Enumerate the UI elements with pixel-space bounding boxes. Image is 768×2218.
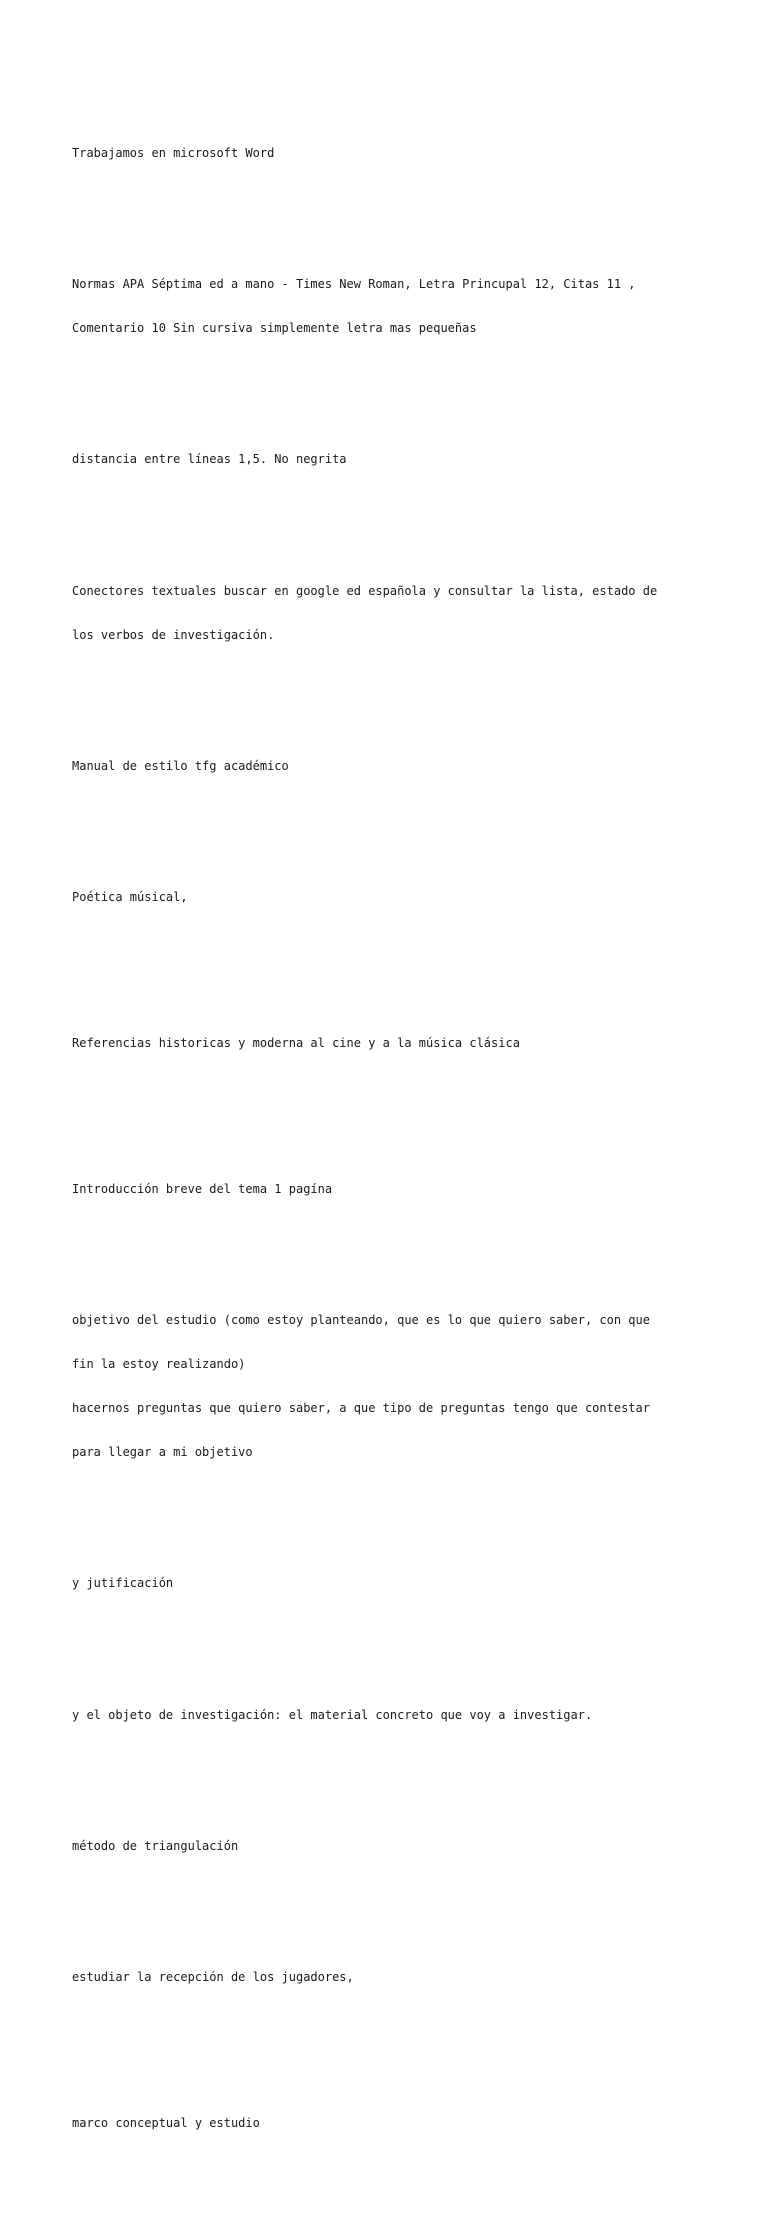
text-line: los verbos de investigación. — [72, 627, 275, 642]
text-line: Trabajamos en microsoft Word — [72, 145, 275, 160]
text-line: Referencias historicas y moderna al cine y a la música clásica — [72, 1036, 520, 1051]
text-line: método de triangulación — [72, 1838, 239, 1853]
text-line: Poética músical, — [72, 890, 188, 905]
text-line: Conectores textuales buscar en google ed española y consultar la lista, estado de — [72, 583, 658, 598]
paragraph-objetivo — [72, 1284, 712, 1488]
paragraph-trabajamos — [72, 117, 712, 190]
text-line: fin la estoy realizando) — [72, 1357, 246, 1372]
paragraph-objeto-investigacion — [72, 1678, 712, 1751]
text-line: y jutificación — [72, 1576, 174, 1591]
text-line: Comentario 10 Sin cursiva simplemente letra mas pequeñas — [72, 321, 477, 336]
paragraph-introduccion — [72, 1153, 712, 1226]
text-line: Normas APA Séptima ed a mano - Times New Roman, Letra Princupal 12, Citas 11 , — [72, 277, 636, 292]
paragraph-metodo — [72, 1810, 712, 1883]
paragraph-normas-apa — [72, 248, 712, 365]
text-line: para llegar a mi objetivo — [72, 1444, 253, 1459]
text-line: objetivo del estudio (como estoy planteando, que es lo que quiero saber, con que — [72, 1313, 650, 1328]
text-line: y el objeto de investigación: el material concreto que voy a investigar. — [72, 1707, 593, 1722]
text-line: Manual de estilo tfg académico — [72, 758, 289, 773]
text-line: hacernos preguntas que quiero saber, a que tipo de preguntas tengo que contestar — [72, 1401, 650, 1416]
text-line: Introducción breve del tema 1 pagína — [72, 1182, 333, 1197]
paragraph-referencias — [72, 1007, 712, 1080]
paragraph-distancia — [72, 423, 712, 496]
document-body — [72, 73, 712, 2218]
paragraph-manual-estilo — [72, 730, 712, 803]
paragraph-marco-conceptual — [72, 2087, 712, 2160]
text-line: distancia entre líneas 1,5. No negrita — [72, 452, 347, 467]
text-line: marco conceptual y estudio — [72, 2116, 260, 2131]
paragraph-poetica — [72, 861, 712, 934]
paragraph-recepcion — [72, 1941, 712, 2014]
paragraph-justificacion — [72, 1547, 712, 1620]
text-line: estudiar la recepción de los jugadores, — [72, 1970, 354, 1985]
paragraph-conectores — [72, 555, 712, 672]
